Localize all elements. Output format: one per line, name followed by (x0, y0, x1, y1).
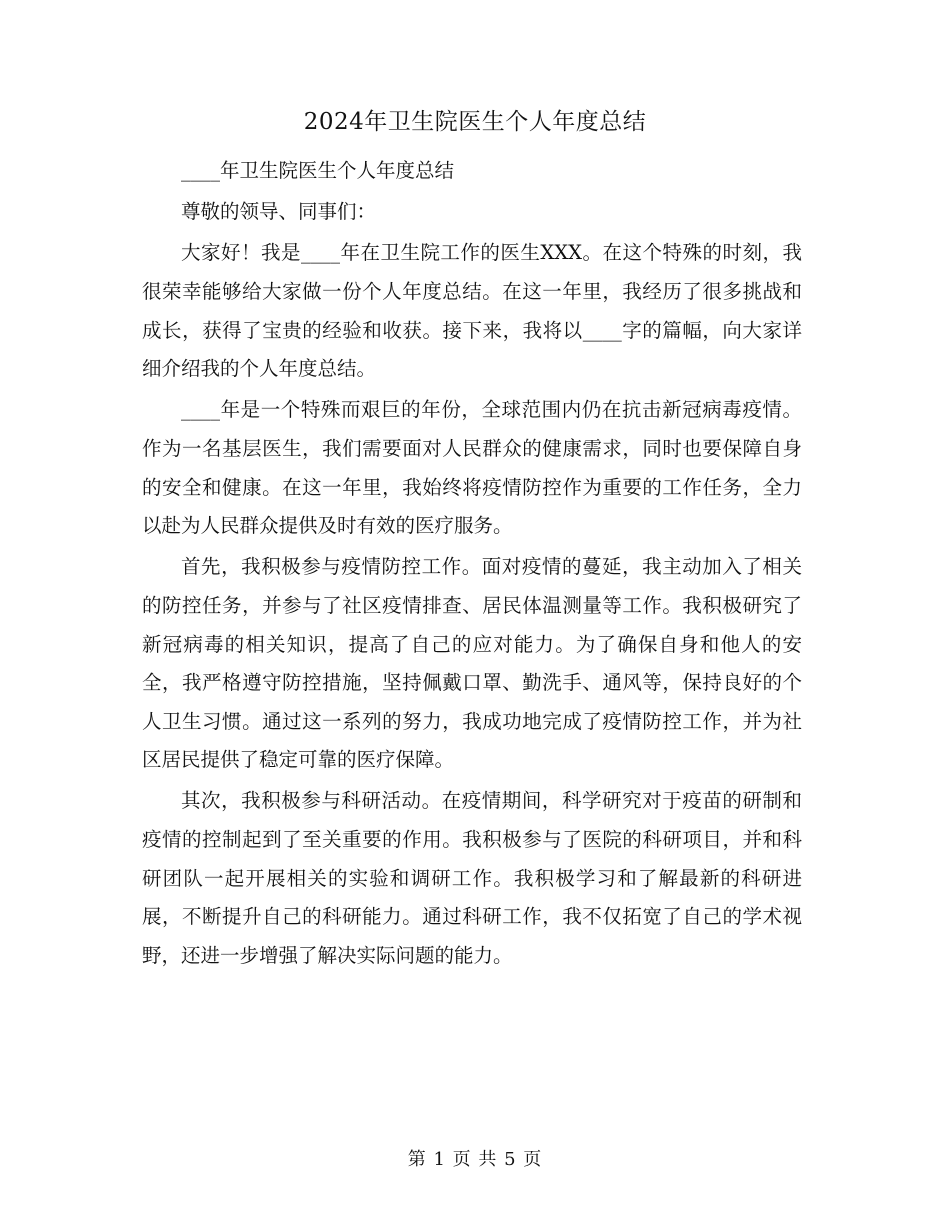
page-number-footer: 第 1 页 共 5 页 (407, 1149, 543, 1170)
document-body (142, 152, 802, 975)
paragraph-background: ____年是一个特殊而艰巨的年份，全球范围内仍在抗击新冠病毒疫情。作为一名基层医生，我们需要面对人民群众的健康需求，同时也要保障自身的安全和健康。在这一年里，我始终将疫情防控作为重要的工作任务，全力以赴为人民群众提供及时有效的医疗服务。 (142, 398, 802, 538)
document-title: 2024年卫生院医生个人年度总结 (303, 109, 647, 135)
paragraph-prevention: 首先，我积极参与疫情防控工作。面对疫情的蔓延，我主动加入了相关的防控任务，并参与了社区疫情排查、居民体温测量等工作。我积极研究了新冠病毒的相关知识，提高了自己的应对能力。为了确保自身和他人的安全，我严格遵守防控措施，坚持佩戴口罩、勤洗手、通风等，保持良好的个人卫生习惯。通过这一系列的努力，我成功地完成了疫情防控工作，并为社区居民提供了稳定可靠的医疗保障。 (142, 555, 802, 772)
paragraph-intro: 大家好！我是____年在卫生院工作的医生XXX。在这个特殊的时刻，我很荣幸能够给大家做一份个人年度总结。在这一年里，我经历了很多挑战和成长，获得了宝贵的经验和收获。接下来，我将以____字的篇幅，向大家详细介绍我的个人年度总结。 (142, 241, 802, 381)
paragraph-salutation: 尊敬的领导、同事们： (181, 200, 377, 224)
paragraph-research: 其次，我积极参与科研活动。在疫情期间，科学研究对于疫苗的研制和疫情的控制起到了至关重要的作用。我积极参与了医院的科研项目，并和科研团队一起开展相关的实验和调研工作。我积极学习和了解最新的科研进展，不断提升自己的科研能力。通过科研工作，我不仅拓宽了自己的学术视野，还进一步增强了解决实际问题的能力。 (142, 789, 802, 967)
paragraph-heading: ____年卫生院医生个人年度总结 (181, 159, 455, 182)
